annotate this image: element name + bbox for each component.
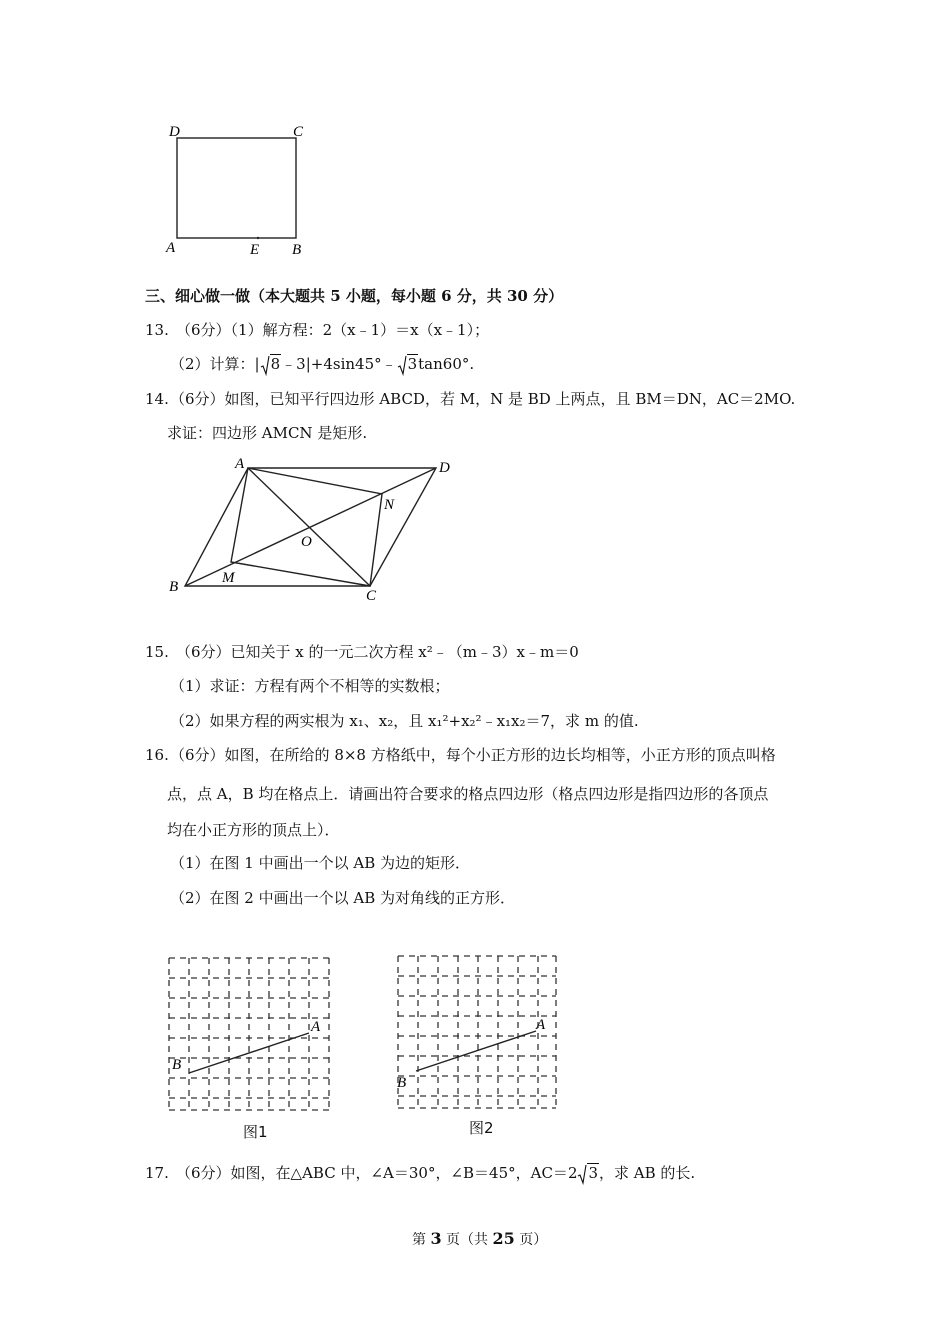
label-d: D xyxy=(439,460,450,476)
grid2-point-a: A xyxy=(536,1017,546,1033)
q13-line2-mid: ﹣3|+4sin45°﹣ xyxy=(281,355,397,373)
label-b: B xyxy=(292,242,302,258)
label-b: B xyxy=(169,579,179,595)
label-a: A xyxy=(166,240,176,256)
q17-line1-pre: （6分）如图，在△ABC 中，∠A＝30°，∠B＝45°，AC＝ xyxy=(176,1164,568,1182)
q15-number: 15. xyxy=(145,643,169,661)
figure-1-caption: 图1 xyxy=(243,1123,268,1141)
q13-line2-pre: （2）计算：| xyxy=(170,355,260,373)
q14-line2: 求证：四边形 AMCN 是矩形. xyxy=(167,424,368,442)
figure-2-caption: 图2 xyxy=(469,1119,494,1137)
q13-line1: （6分）（1）解方程：2（x﹣1）＝x（x﹣1）； xyxy=(176,321,490,339)
grid-figure-2 xyxy=(392,950,567,1120)
page-footer xyxy=(412,1229,547,1250)
q16-line2: 点，点 A，B 均在格点上．请画出符合要求的格点四边形（格点四边形是指四边形的各顶点 xyxy=(167,785,769,803)
label-o: O xyxy=(301,534,312,550)
q15-line1: （6分）已知关于 x 的一元二次方程 x²﹣（m﹣3）x﹣m＝0 xyxy=(176,643,579,661)
q15-line2: （1）求证：方程有两个不相等的实数根； xyxy=(170,677,450,695)
rectangle-figure xyxy=(160,118,320,263)
q17-number: 17. xyxy=(145,1164,169,1182)
label-c: C xyxy=(293,124,304,140)
label-a: A xyxy=(235,456,245,472)
sqrt-3-radicand: 3 xyxy=(407,355,418,373)
footer-pre: 第 xyxy=(412,1232,426,1248)
label-d: D xyxy=(169,124,180,140)
section-heading: 三、细心做一做（本大题共 5 小题，每小题 6 分，共 30 分） xyxy=(145,287,564,305)
q13-number: 13. xyxy=(145,321,169,339)
q17-line1-post: ，求 AB 的长. xyxy=(599,1164,696,1182)
q13-line2-post: tan60°. xyxy=(418,355,475,373)
label-c: C xyxy=(366,588,377,604)
q17-line1 xyxy=(176,1163,695,1185)
parallelogram-figure xyxy=(160,452,470,607)
q16-line5: （2）在图 2 中画出一个以 AB 为对角线的正方形． xyxy=(170,889,516,907)
label-n: N xyxy=(384,497,395,513)
q16-line1: （6分）如图，在所给的 8×8 方格纸中，每个小正方形的边长均相等，小正方形的顶点叫格 xyxy=(170,746,776,764)
footer-total-pages: 25 xyxy=(492,1229,515,1248)
sqrt-3-q17 xyxy=(577,1163,599,1185)
sqrt-8-radicand: 8 xyxy=(270,355,281,373)
grid2-point-b: B xyxy=(397,1075,407,1091)
label-m: M xyxy=(222,570,235,586)
q15-line3: （2）如果方程的两实根为 x₁、x₂，且 x₁²+x₂²﹣x₁x₂＝7，求 m 的值. xyxy=(170,712,639,730)
q14-number: 14. xyxy=(145,390,169,408)
footer-page-number: 3 xyxy=(430,1229,442,1248)
q16-line3: 均在小正方形的顶点上）． xyxy=(167,821,340,839)
label-e: E xyxy=(250,242,260,258)
footer-mid: 页（共 xyxy=(446,1232,489,1248)
grid-figure-1 xyxy=(163,952,338,1122)
sqrt-3-q17-radicand: 3 xyxy=(588,1164,599,1182)
q16-number: 16. xyxy=(145,746,169,764)
q14-line1: （6分）如图，已知平行四边形 ABCD，若 M，N 是 BD 上两点，且 BM＝DN，AC＝2MO. xyxy=(170,390,796,408)
q16-line4: （1）在图 1 中画出一个以 AB 为边的矩形． xyxy=(170,854,471,872)
q17-coef: 2 xyxy=(567,1164,578,1182)
sqrt-3 xyxy=(397,354,419,376)
grid1-point-a: A xyxy=(311,1019,321,1035)
sqrt-8 xyxy=(260,354,282,376)
footer-post: 页） xyxy=(519,1232,548,1248)
grid1-point-b: B xyxy=(172,1057,182,1073)
q13-line2 xyxy=(170,354,474,376)
